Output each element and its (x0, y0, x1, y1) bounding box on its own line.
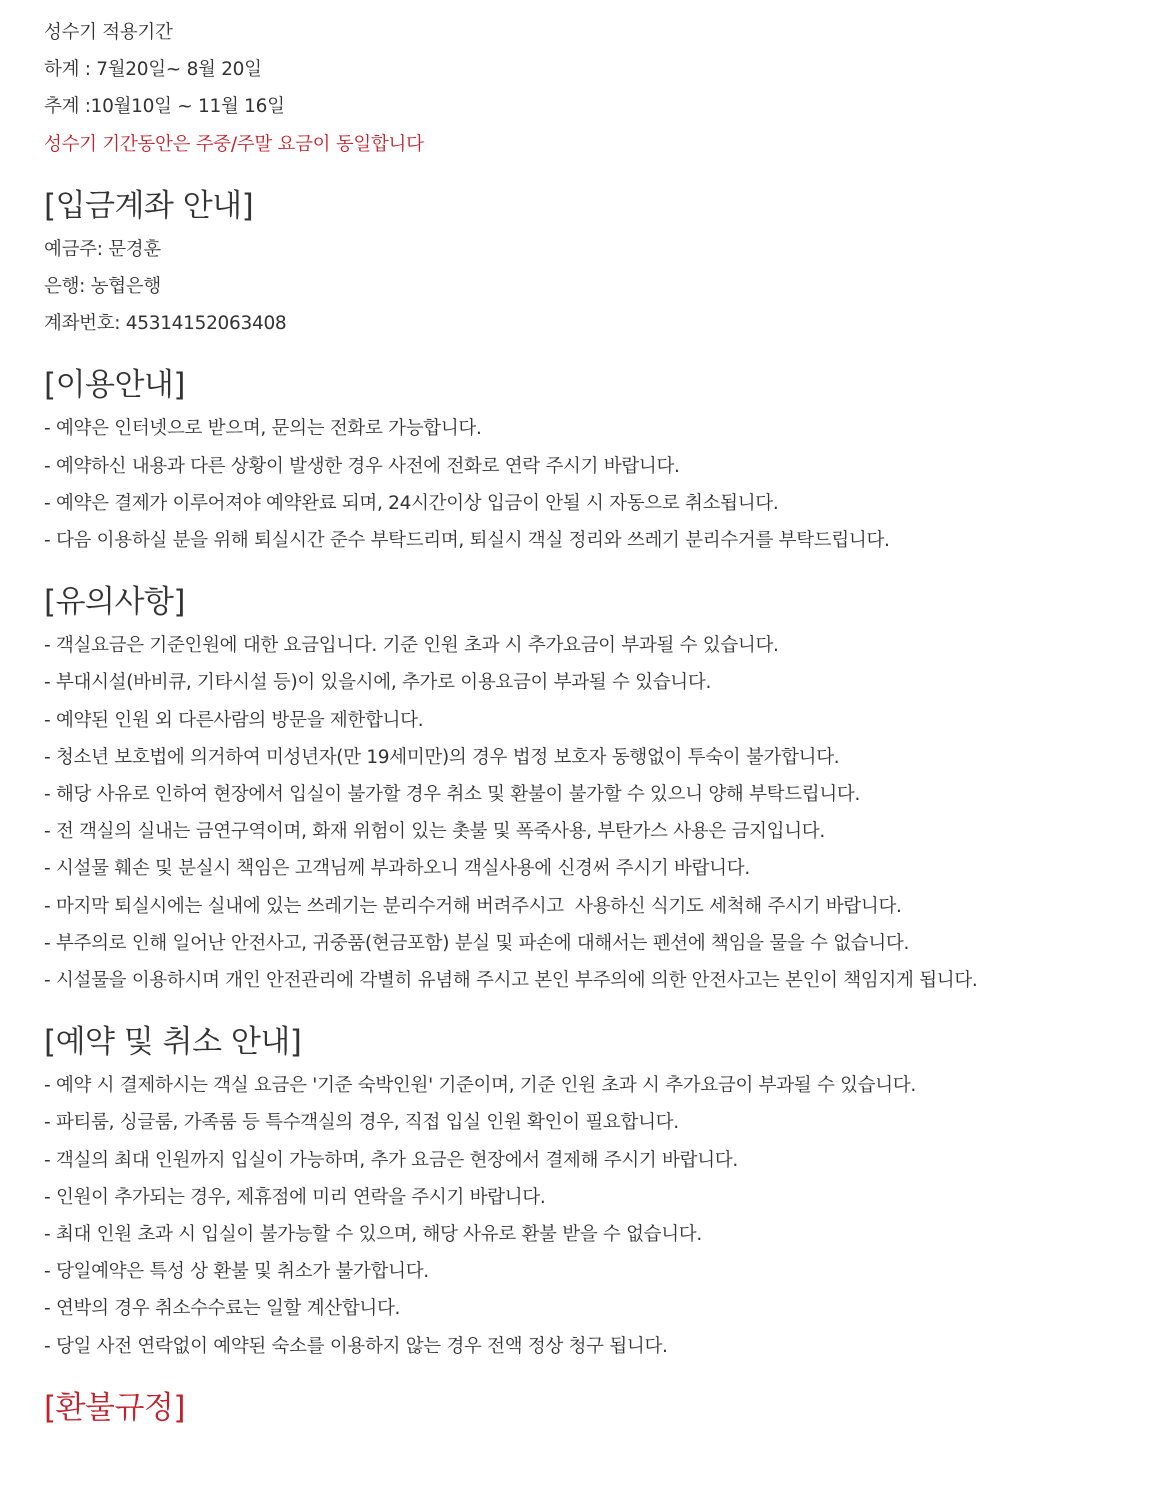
list-item: - 당일예약은 특성 상 환불 및 취소가 불가합니다. (44, 1261, 429, 1283)
season-section (44, 0, 1170, 163)
list-item: - 시설물을 이용하시며 개인 안전관리에 각별히 유념해 주시고 본인 부주의에 의한 안전사고는 본인이 책임지게 됩니다. (44, 970, 978, 992)
list-item: - 당일 사전 연락없이 예약된 숙소를 이용하지 않는 경우 전액 정상 청구 됩니다. (44, 1335, 668, 1357)
list-item: - 시설물 훼손 및 분실시 책임은 고객님께 부과하오니 객실사용에 신경써 주시기 바랍니다. (44, 858, 750, 880)
reservation-section (44, 1017, 1170, 1365)
usage-heading: [이용안내] (44, 367, 185, 404)
usage-section (44, 360, 1170, 559)
list-item: - 전 객실의 실내는 금연구역이며, 화재 위험이 있는 촛불 및 폭죽사용, 부탄가스 사용은 금지입니다. (44, 821, 825, 843)
list-item: - 파티룸, 싱글룸, 가족룸 등 특수객실의 경우, 직접 입실 인원 확인이 필요합니다. (44, 1112, 679, 1134)
list-item: - 해당 사유로 인하여 현장에서 입실이 불가할 경우 취소 및 환불이 불가할 수 있으니 양해 부탁드립니다. (44, 784, 861, 806)
cautions-heading: [유의사항] (44, 584, 185, 621)
refund-heading: [환불규정] (44, 1389, 185, 1426)
list-item: - 예약하신 내용과 다른 상황이 발생한 경우 사전에 전화로 연락 주시기 바랍니다. (44, 455, 680, 477)
list-item: - 마지막 퇴실시에는 실내에 있는 쓰레기는 분리수거해 버려주시고 사용하신 식기도 세척해 주시기 바랍니다. (44, 895, 902, 917)
reservation-heading: [예약 및 취소 안내] (44, 1024, 302, 1061)
season-notice: 성수기 기간동안은 주중/주말 요금이 동일합니다 (44, 133, 424, 155)
account-bank: 은행: 농협은행 (44, 276, 161, 298)
list-item: - 예약 시 결제하시는 객실 요금은 '기준 숙박인원' 기준이며, 기준 인원 초과 시 추가요금이 부과될 수 있습니다. (44, 1075, 916, 1097)
list-item: - 객실요금은 기준인원에 대한 요금입니다. 기준 인원 초과 시 추가요금이 부과될 수 있습니다. (44, 635, 779, 657)
list-item: - 부주의로 인해 일어난 안전사고, 귀중품(현금포함) 분실 및 파손에 대해서는 펜션에 책임을 물을 수 없습니다. (44, 932, 910, 954)
list-item: - 객실의 최대 인원까지 입실이 가능하며, 추가 요금은 현장에서 결제해 주시기 바랍니다. (44, 1149, 738, 1171)
account-number: 계좌번호: 45314152063408 (44, 313, 287, 335)
list-item: - 예약된 인원 외 다른사람의 방문을 제한합니다. (44, 709, 424, 731)
cautions-section (44, 577, 1170, 999)
list-item: - 인원이 추가되는 경우, 제휴점에 미리 연락을 주시기 바랍니다. (44, 1186, 546, 1208)
season-autumn: 추계 :10월10일 ~ 11월 16일 (44, 96, 285, 118)
season-title: 성수기 적용기간 (44, 22, 173, 43)
list-item: - 다음 이용하실 분을 위해 퇴실시간 준수 부탁드리며, 퇴실시 객실 정리와 쓰레기 분리수거를 부탁드립니다. (44, 530, 890, 552)
list-item: - 최대 인원 초과 시 입실이 불가능할 수 있으며, 해당 사유로 환불 받을 수 없습니다. (44, 1224, 702, 1246)
account-section (44, 181, 1170, 343)
account-heading: [입금계좌 안내] (44, 187, 254, 224)
list-item: - 예약은 인터넷으로 받으며, 문의는 전화로 가능합니다. (44, 418, 482, 440)
list-item: - 부대시설(바비큐, 기타시설 등)이 있을시에, 추가로 이용요금이 부과될 수 있습니다. (44, 672, 712, 694)
list-item: - 청소년 보호법에 의거하여 미성년자(만 19세미만)의 경우 법정 보호자 동행없이 투숙이 불가합니다. (44, 746, 840, 768)
account-holder: 예금주: 문경훈 (44, 238, 161, 260)
list-item: - 예약은 결제가 이루어져야 예약완료 되며, 24시간이상 입금이 안될 시 자동으로 취소됩니다. (44, 492, 779, 514)
season-summer: 하계 : 7월20일~ 8월 20일 (44, 59, 262, 81)
list-item: - 연박의 경우 취소수수료는 일할 계산합니다. (44, 1298, 401, 1320)
refund-section (44, 1383, 1170, 1433)
